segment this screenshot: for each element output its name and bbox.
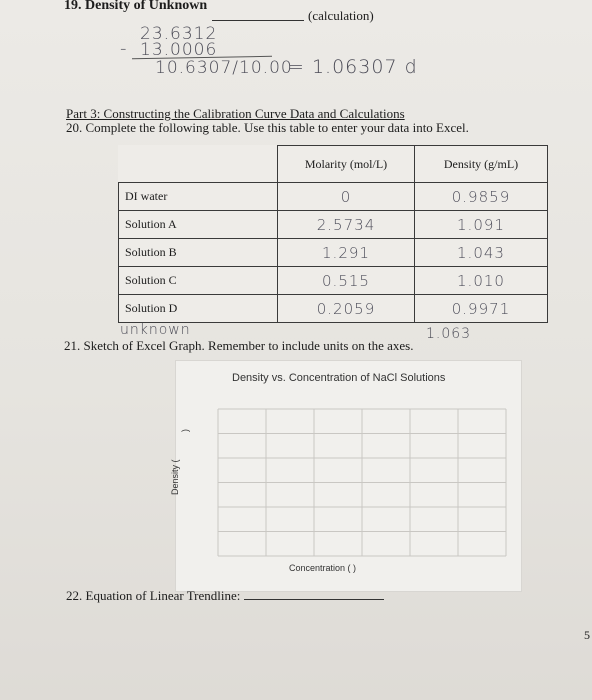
- graph-grid: [176, 361, 521, 591]
- hw-mass-empty: 13.0006: [140, 40, 218, 60]
- table-row: [119, 183, 548, 211]
- molarity-cell[interactable]: [278, 267, 415, 295]
- density-value: 0.9971: [451, 299, 511, 318]
- y-axis-paren: ): [180, 429, 190, 432]
- density-cell[interactable]: [415, 267, 548, 295]
- q22-text: 22. Equation of Linear Trendline:: [66, 588, 241, 603]
- table-row: [119, 239, 548, 267]
- hw-minus-sign: -: [120, 38, 128, 59]
- density-value: 1.043: [457, 243, 505, 262]
- density-cell[interactable]: [415, 239, 548, 267]
- q20-text: 20. Complete the following table. Use this table to enter your data into Excel.: [66, 120, 469, 135]
- header-density: Density (g/mL): [415, 146, 548, 183]
- table-header-row: [119, 146, 548, 183]
- density-cell[interactable]: [415, 295, 548, 323]
- density-value: 1.091: [457, 215, 505, 234]
- x-axis-label: Concentration ( ): [289, 563, 357, 573]
- molarity-value: 2.5734: [316, 215, 376, 234]
- part3-heading-text: Part 3: Constructing the Calibration Curve Data and Calculations: [66, 106, 405, 121]
- molarity-value: 0: [340, 187, 352, 206]
- q21-text: 21. Sketch of Excel Graph. Remember to include units on the axes.: [64, 338, 414, 353]
- page-number: 5: [584, 628, 590, 642]
- hw-unknown-label: unknown: [120, 322, 191, 338]
- q19-calc-label: (calculation): [308, 8, 374, 23]
- table-row: [119, 295, 548, 323]
- row-label: Solution C: [119, 267, 278, 295]
- molarity-cell[interactable]: [278, 183, 415, 211]
- row-label: Solution B: [119, 239, 278, 267]
- hw-mass-total: 23.6312: [140, 24, 218, 44]
- molarity-value: 1.291: [322, 243, 370, 262]
- molarity-value: 0.515: [322, 271, 370, 290]
- density-value: 0.9859: [451, 187, 511, 206]
- graph-sketch-area: [175, 360, 522, 592]
- hw-density-result: = 1.06307 d: [288, 56, 418, 78]
- table-row: [119, 211, 548, 239]
- row-label: Solution D: [119, 295, 278, 323]
- density-cell[interactable]: [415, 183, 548, 211]
- q19-label: 19. Density of Unknown: [64, 0, 208, 13]
- hw-unknown-density: 1.063: [426, 326, 472, 342]
- table-row: [119, 267, 548, 295]
- header-molarity: Molarity (mol/L): [278, 146, 415, 183]
- y-axis-label: Density (: [170, 459, 180, 495]
- q22-answer-blank[interactable]: [244, 599, 384, 600]
- molarity-cell[interactable]: [278, 211, 415, 239]
- molarity-cell[interactable]: [278, 239, 415, 267]
- chart-title: Density vs. Concentration of NaCl Solutions: [232, 372, 446, 384]
- hw-mass-difference: 10.6307/10.00: [155, 58, 293, 78]
- row-label: Solution A: [119, 211, 278, 239]
- density-cell[interactable]: [415, 211, 548, 239]
- header-blank: [119, 146, 278, 183]
- molarity-value: 0.2059: [316, 299, 376, 318]
- row-label: DI water: [119, 183, 278, 211]
- molarity-cell[interactable]: [278, 295, 415, 323]
- calibration-table: [118, 145, 548, 323]
- q19-answer-blank: [212, 20, 304, 21]
- density-value: 1.010: [457, 271, 505, 290]
